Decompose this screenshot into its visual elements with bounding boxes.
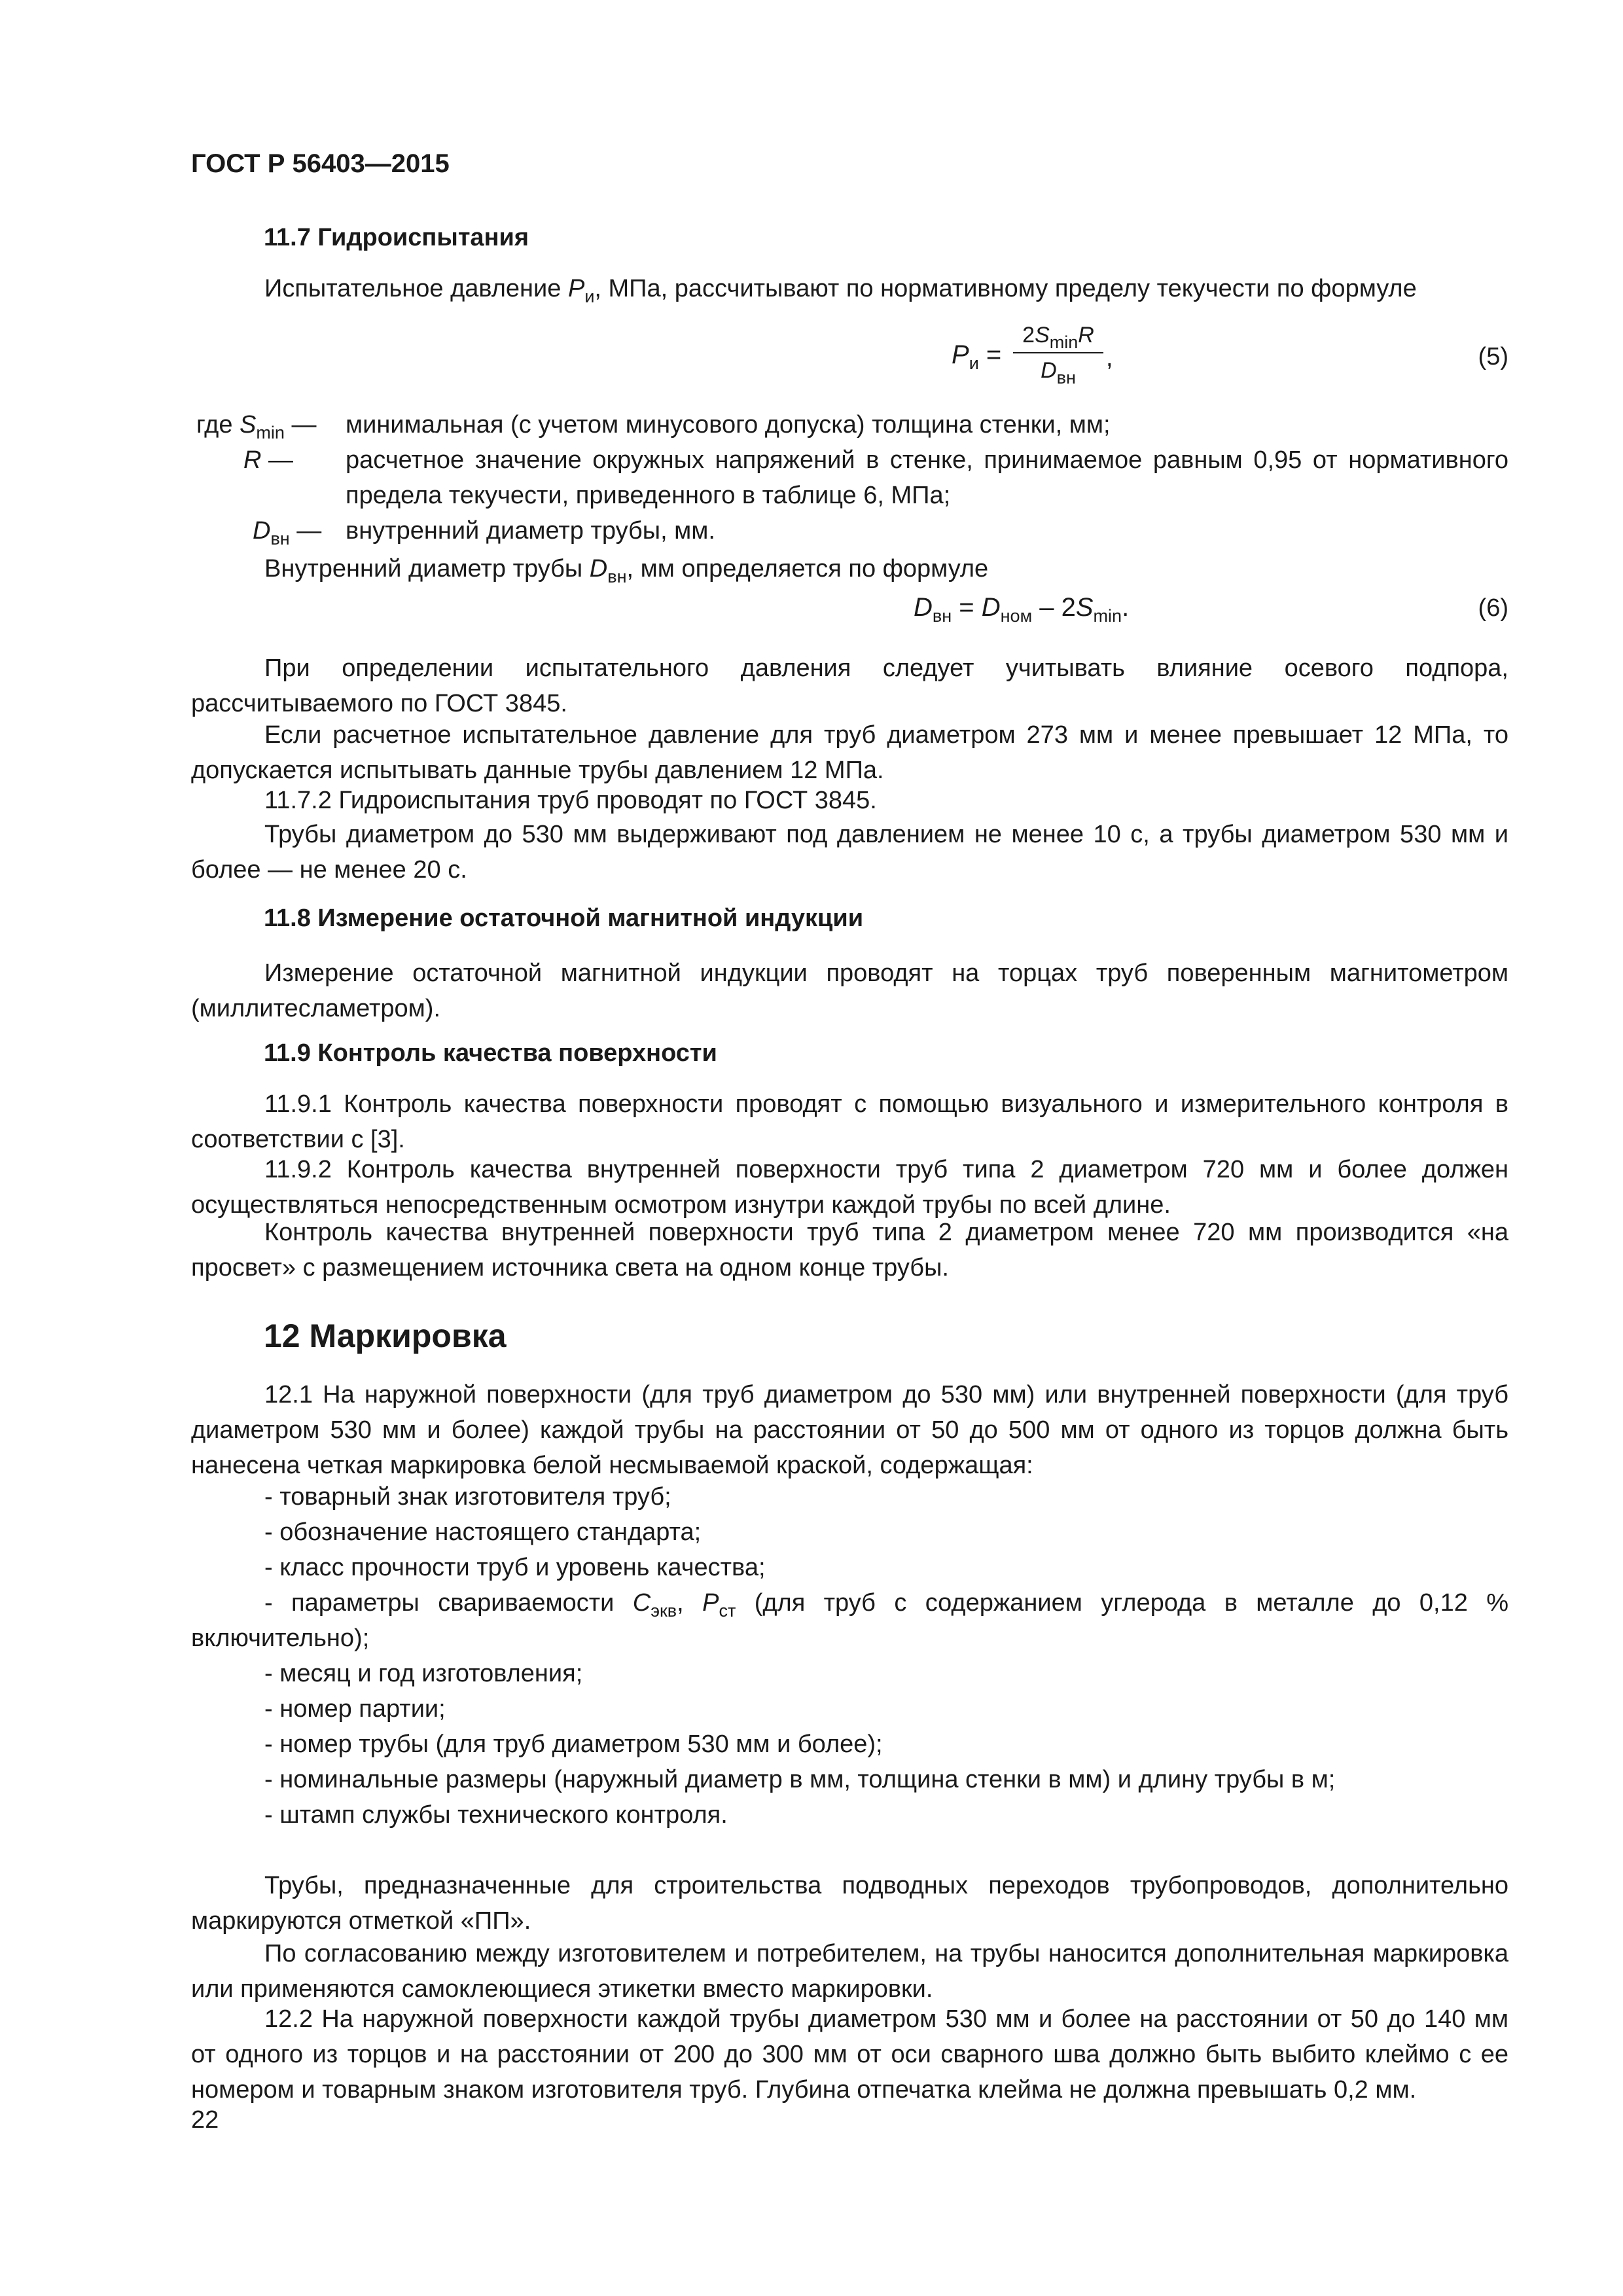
fraction-bar <box>1013 352 1103 353</box>
list-item: - месяц и год изготовления; <box>264 1660 583 1687</box>
formula-5-numerator: $2S_{min}R$ <box>1022 323 1094 352</box>
marking-list <box>191 1479 1508 1833</box>
formula-5-lhs: $P_и$ = <box>952 340 1002 373</box>
s11-7-paragraph-3: При определении испытательного давления следует учитывать влияние осевого подпора, рассчитываемого по ГОСТ 3845. <box>191 655 1508 717</box>
list-item: - штамп службы технического контроля. <box>264 1801 728 1829</box>
equation-number-6: (6) <box>1478 594 1508 622</box>
s11-7-paragraph-6: Трубы диаметром до 530 мм выдерживают под давлением не менее 10 с, а трубы диаметром 530 мм и более — не менее 20 с. <box>191 821 1508 884</box>
list-item: - номер партии; <box>264 1695 446 1723</box>
s12-1-paragraph: 12.1 На наружной поверхности (для труб диаметром до 530 мм) или внутренней поверхности (для труб диаметром 530 мм и более) каждой трубы на расстоянии от 50 до 500 мм от одного из торцов должна быть нанесена четкая маркировка белой несмываемой краской, содержащая: <box>191 1381 1508 1479</box>
s11-9-1-paragraph: 11.9.1 Контроль качества поверхности проводят с помощью визуального и измерительного контроля в соответствии с [3]. <box>191 1090 1508 1153</box>
section-11-7-heading: 11.7 Гидроиспытания <box>264 224 529 251</box>
s11-7-paragraph-4: Если расчетное испытательное давление для труб диаметром 273 мм и менее превышает 12 МПа, то допускается испытывать данные трубы давлением 12 МПа. <box>191 721 1508 784</box>
section-11-9-heading: 11.9 Контроль качества поверхности <box>264 1039 717 1067</box>
section-11-8-heading: 11.8 Измерение остаточной магнитной индукции <box>264 905 864 932</box>
list-item: - класс прочности труб и уровень качества; <box>264 1554 766 1581</box>
s11-9-2-paragraph: 11.9.2 Контроль качества внутренней поверхности труб типа 2 диаметром 720 мм и более должен осуществляться непосредственным осмотром изнутри каждой трубы по всей длине. <box>191 1156 1508 1219</box>
list-item: - параметры свариваемости $C_{экв}$, $P_{ст}$ (для труб с содержанием углерода в металле до 0,12 % включительно); <box>191 1589 1508 1652</box>
s11-8-paragraph: Измерение остаточной магнитной индукции проводят на торцах труб поверенным магнитометром (миллитесламетром). <box>191 960 1508 1022</box>
list-item: - товарный знак изготовителя труб; <box>264 1483 671 1511</box>
formula-5-comma: , <box>1106 344 1113 372</box>
list-item: - номер трубы (для труб диаметром 530 мм и более); <box>264 1731 883 1758</box>
s11-7-paragraph-2: Внутренний диаметр трубы $D_{вн}$, мм определяется по формуле <box>264 555 989 586</box>
list-item: - обозначение настоящего стандарта; <box>264 1518 702 1546</box>
section-12-heading: 12 Маркировка <box>264 1318 507 1354</box>
where-item-dvn: $D_{вн}$ — внутренний диаметр трубы, мм. <box>253 517 715 548</box>
formula-6-expression: $D_{вн} = D_{ном} - 2S_{min}$. <box>914 593 1130 626</box>
where-item-r: R — расчетное значение окружных напряжений в стенке, принимаемое равным 0,95 от нормативного предела текучести, приведенного в таблице 6, МПа; <box>243 446 1508 509</box>
formula-5-fraction <box>1009 321 1107 385</box>
document-header: ГОСТ Р 56403—2015 <box>191 149 450 178</box>
formula-6 <box>191 593 1508 632</box>
equation-number-5: (5) <box>1478 343 1508 370</box>
formula-5-denominator: $D_{вн}$ <box>1041 358 1076 387</box>
s11-7-2-paragraph: 11.7.2 Гидроиспытания труб проводят по ГОСТ 3845. <box>264 787 877 814</box>
formula-5 <box>191 321 1508 406</box>
s12-paragraph-2: Трубы, предназначенные для строительства подводных переходов трубопроводов, дополнительно маркируются отметкой «ПП». <box>191 1872 1508 1935</box>
where-item-smin: где $S_{min}$ — минимальная (с учетом минусового допуска) толщина стенки, мм; <box>196 411 1111 442</box>
s12-paragraph-3: По согласованию между изготовителем и потребителем, на трубы наносится дополнительная маркировка или применяются самоклеющиеся этикетки вместо маркировки. <box>191 1940 1508 2003</box>
s11-9-paragraph-3: Контроль качества внутренней поверхности труб типа 2 диаметром менее 720 мм производится «на просвет» с размещением источника света на одном конце трубы. <box>191 1219 1508 1282</box>
page-number: 22 <box>191 2106 219 2134</box>
s11-7-paragraph-1: Испытательное давление $P_и$, МПа, рассчитывают по нормативному пределу текучести по формуле <box>264 275 1417 306</box>
s12-2-paragraph: 12.2 На наружной поверхности каждой трубы диаметром 530 мм и более на расстоянии от 50 до 140 мм от одного из торцов и на расстоянии от 200 до 300 мм от оси сварного шва должно быть выбито клеймо с ее номером и товарным знаком изготовителя труб. Глубина отпечатка клейма не должна превышать 0,2 мм. <box>191 2005 1508 2104</box>
list-item: - номинальные размеры (наружный диаметр в мм, толщина стенки в мм) и длину трубы в м; <box>264 1766 1336 1793</box>
